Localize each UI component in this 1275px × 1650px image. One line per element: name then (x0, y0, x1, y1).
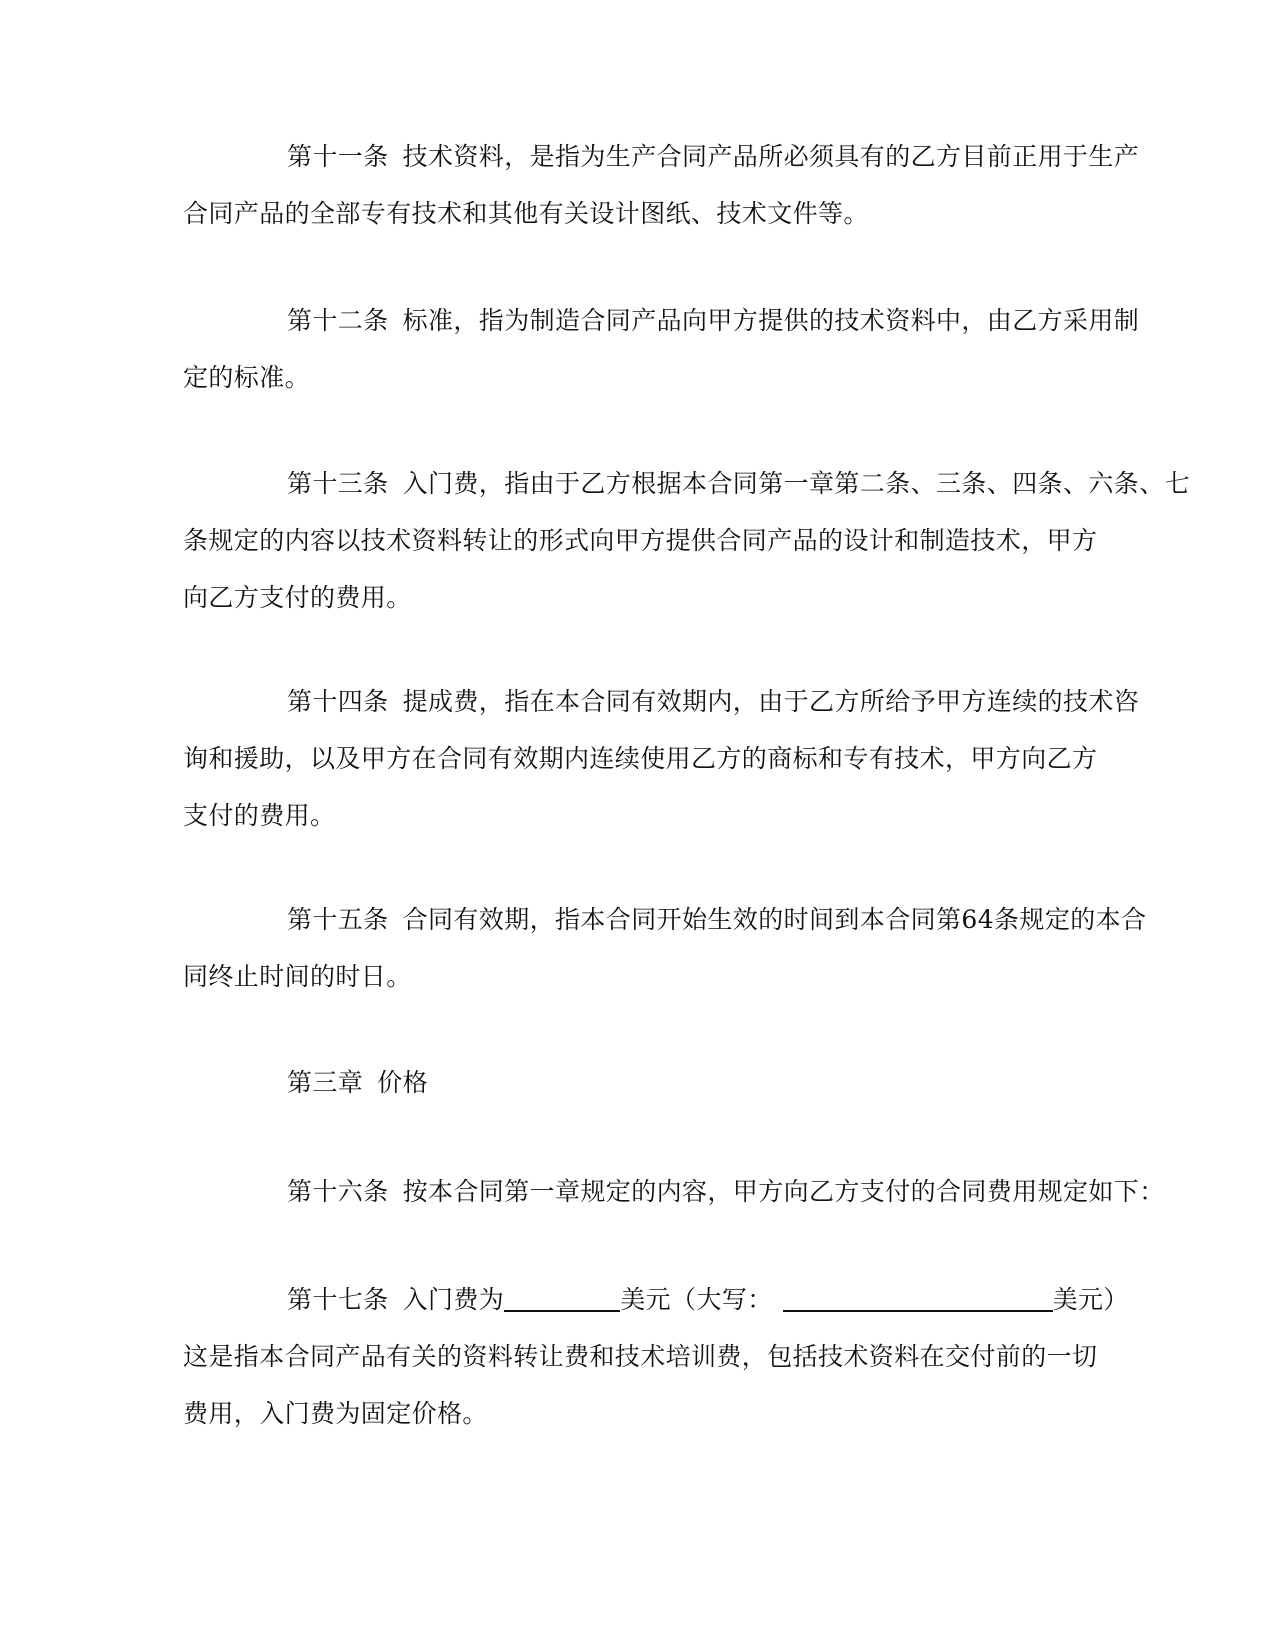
article-14-heading: 第十四条 (287, 687, 389, 716)
chapter-3-title: 价格 (377, 1068, 429, 1097)
article-17-text-1: 入门费为 (402, 1285, 505, 1314)
article-17-text-3: 美元） (1052, 1285, 1129, 1314)
entry-fee-uppercase-blank[interactable] (783, 1282, 1053, 1312)
article-16 (183, 1163, 1165, 1220)
article-15-heading: 第十五条 (287, 905, 389, 934)
article-17 (183, 1271, 1129, 1442)
article-11-line-2: 合同产品的全部专有技术和其他有关设计图纸、技术文件等。 (183, 199, 869, 228)
article-12-line-1 (183, 292, 1140, 349)
article-14-line-2: 询和援助，以及甲方在合同有效期内连续使用乙方的商标和专有技术，甲方向乙方 (183, 744, 1098, 773)
article-17-line-3: 费用，入门费为固定价格。 (183, 1399, 488, 1428)
article-15 (183, 891, 1147, 1005)
article-14 (183, 673, 1140, 844)
article-17-line-1 (183, 1271, 1129, 1328)
article-14-text-1: 提成费，指在本合同有效期内，由于乙方所给予甲方连续的技术咨 (402, 687, 1140, 716)
article-11-heading: 第十一条 (287, 142, 389, 171)
article-16-line-1 (183, 1163, 1165, 1220)
article-13-heading: 第十三条 (287, 469, 389, 498)
article-11-line-1 (183, 128, 1140, 185)
article-13 (183, 455, 1191, 626)
article-12-heading: 第十二条 (287, 306, 389, 335)
article-12-line-2: 定的标准。 (183, 363, 311, 392)
entry-fee-amount-blank[interactable] (504, 1282, 620, 1312)
article-14-line-3: 支付的费用。 (183, 801, 336, 830)
article-17-heading: 第十七条 (287, 1285, 389, 1314)
article-16-text-1: 按本合同第一章规定的内容，甲方向乙方支付的合同费用规定如下： (402, 1177, 1165, 1206)
chapter-3-number: 第三章 (287, 1068, 364, 1097)
chapter-3-heading (183, 1054, 1083, 1111)
article-17-text-2: 美元（大写： (620, 1285, 773, 1314)
article-15-line-2: 同终止时间的时日。 (183, 962, 412, 991)
article-13-line-2: 条规定的内容以技术资料转让的形式向甲方提供合同产品的设计和制造技术，甲方 (183, 526, 1098, 555)
chapter-3-line (183, 1054, 1083, 1111)
article-11-text-1: 技术资料，是指为生产合同产品所必须具有的乙方目前正用于生产 (402, 142, 1140, 171)
article-17-line-2: 这是指本合同产品有关的资料转让费和技术培训费，包括技术资料在交付前的一切 (183, 1342, 1098, 1371)
article-13-text-1: 入门费，指由于乙方根据本合同第一章第二条、三条、四条、六条、七 (402, 469, 1191, 498)
article-11 (183, 128, 1140, 242)
article-15-text-1: 合同有效期，指本合同开始生效的时间到本合同第64条规定的本合 (402, 905, 1147, 934)
article-16-heading: 第十六条 (287, 1177, 389, 1206)
article-13-line-3: 向乙方支付的费用。 (183, 583, 412, 612)
article-15-line-1 (183, 891, 1147, 948)
article-13-line-1 (183, 455, 1191, 512)
article-12-text-1: 标准，指为制造合同产品向甲方提供的技术资料中，由乙方采用制 (402, 306, 1140, 335)
article-14-line-1 (183, 673, 1140, 730)
article-12 (183, 292, 1140, 406)
